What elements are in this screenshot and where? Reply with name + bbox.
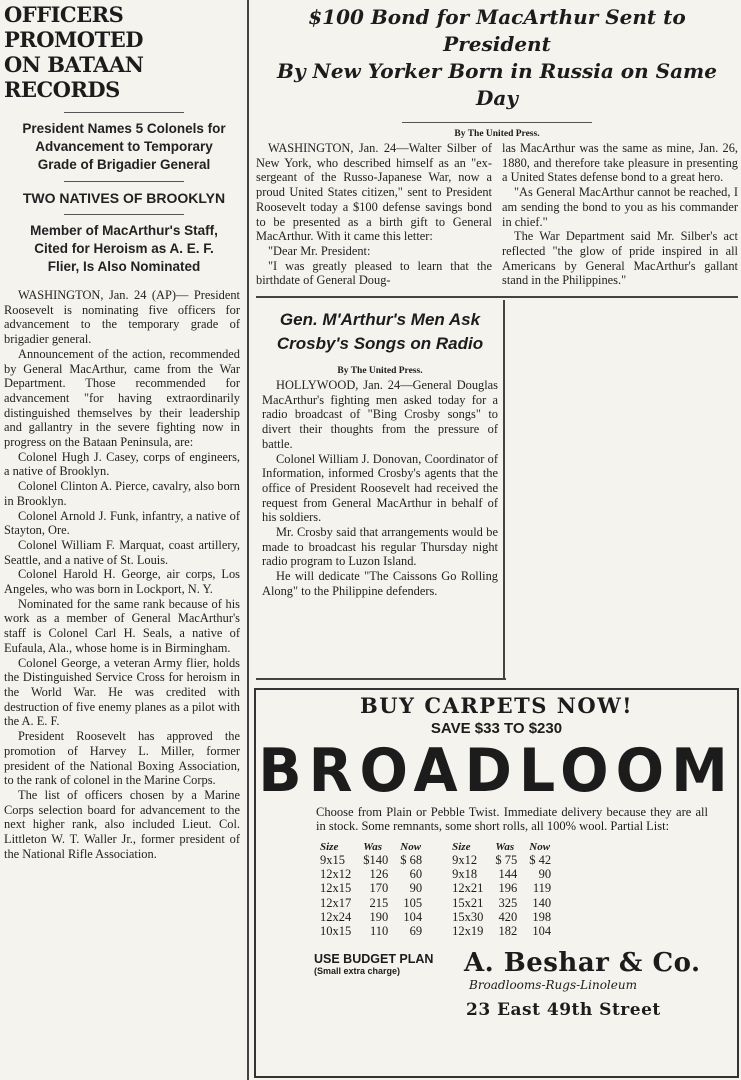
- now-header: Now: [529, 841, 551, 853]
- price-row: [446, 896, 557, 910]
- ad-tagline: BUY CARPETS NOW!: [359, 693, 634, 718]
- size-cell: 9x15: [320, 853, 345, 867]
- officers-paragraph: Announcement of the action, recommended by General MacArthur, came from the War Department. Those recommended for advancement "for having extraordinarily distinguished themselves by their leadership and gallantry in the severe fighting now in progress on the Bataan Peninsula, are:: [4, 346, 240, 450]
- officers-body: [4, 288, 244, 861]
- now-cell: 104: [532, 924, 552, 939]
- was-cell: 126: [369, 867, 389, 882]
- now-cell: 119: [532, 881, 552, 896]
- was-cell: 325: [498, 895, 518, 910]
- budget-plan: USE BUDGET PLAN: [314, 952, 434, 966]
- bond-column-2: [502, 141, 738, 288]
- ad-description: Choose from Plain or Pebble Twist. Immediate delivery because they are all in stock. Some remnants, some short rolls, all 100% wool. Partial List:: [316, 805, 708, 833]
- crosby-body: [262, 378, 498, 599]
- company-name: A. Beshar & Co.: [464, 948, 701, 978]
- bond-paragraph: The War Department said Mr. Silber's act reflected "the glow of pride inspired in all Americans by General MacArthur's gallant stand in the Philippines.": [502, 229, 738, 288]
- column-divider: [247, 0, 249, 1080]
- price-row: [314, 881, 428, 895]
- was-cell: 170: [369, 881, 389, 896]
- size-header: Size: [320, 841, 339, 853]
- size-cell: 15x21: [452, 895, 484, 910]
- price-list: [314, 841, 737, 938]
- deck-divider: [64, 181, 184, 182]
- was-cell: $140: [363, 853, 389, 867]
- bond-headline: $100 Bond for MacArthur Sent to President By New Yorker Born in Russia on Same Day: [277, 5, 717, 110]
- now-header: Now: [400, 841, 422, 853]
- officers-deck-1: President Names 5 Colonels for Advancement to Temporary Grade of Brigadier General: [22, 121, 226, 172]
- now-cell: 198: [532, 909, 552, 924]
- price-table-1: [314, 841, 428, 938]
- price-row: [314, 896, 428, 910]
- crosby-byline: By The United Press.: [337, 366, 423, 376]
- size-cell: 12x17: [320, 895, 352, 910]
- size-cell: 12x24: [320, 909, 352, 924]
- officers-paragraph: Colonel Clinton A. Pierce, cavalry, also born in Brooklyn.: [4, 479, 240, 508]
- now-cell: 104: [403, 909, 423, 924]
- price-row: [446, 924, 557, 938]
- was-cell: 110: [369, 924, 389, 939]
- now-cell: $ 68: [400, 853, 423, 867]
- bond-paragraph: "I was greatly pleased to learn that the birthdate of General Doug-: [256, 258, 492, 288]
- was-cell: 144: [498, 867, 518, 882]
- officers-paragraph: Colonel Hugh J. Casey, corps of engineers, a native of Brooklyn.: [4, 449, 240, 479]
- size-cell: 9x18: [452, 867, 478, 882]
- section-divider: [256, 678, 506, 680]
- was-header: Was: [363, 841, 382, 853]
- price-row: [446, 867, 557, 881]
- size-cell: 12x15: [320, 881, 352, 896]
- ad-title: BROADLOOM: [258, 736, 735, 806]
- now-cell: 140: [532, 895, 552, 910]
- size-cell: 9x12: [452, 853, 478, 867]
- company-address: 23 East 49th Street: [466, 1000, 661, 1020]
- deck-divider: [64, 214, 184, 215]
- officers-paragraph: Colonel George, a veteran Army flier, holds the Distinguished Service Cross for heroism in the World War. He was credited with destruction of five enemy planes as a pilot with the A. E. F.: [4, 655, 240, 729]
- crosby-paragraph: Colonel William J. Donovan, Coordinator of Information, informed Crosby's agents that the office of President Roosevelt had received the request from General MacArthur in behalf of his soldiers.: [262, 451, 498, 525]
- section-divider: [256, 296, 738, 298]
- carpet-advertisement: [254, 688, 739, 1078]
- was-cell: 190: [369, 909, 389, 924]
- size-cell: 15x30: [452, 909, 484, 924]
- bond-body: [256, 141, 738, 288]
- price-row: [446, 910, 557, 924]
- bond-paragraph: las MacArthur was the same as mine, Jan. 26, 1880, and therefore take pleasure in presenting a United States defense bond to a great hero.: [502, 141, 738, 185]
- now-cell: 90: [538, 867, 552, 882]
- officers-paragraph: Colonel Harold H. George, air corps, Los Angeles, who was born in Lockport, N. Y.: [4, 567, 240, 597]
- officers-paragraph: The list of officers chosen by a Marine Corps selection board for advancement to the next higher rank, also included Lieut. Col. Littleton W. T. Waller Jr., former president of the National Rifle Association.: [4, 787, 240, 861]
- officers-paragraph: Colonel Arnold J. Funk, infantry, a native of Stayton, Ore.: [4, 508, 240, 538]
- ad-footer: [314, 948, 734, 1020]
- column-divider: [503, 300, 505, 680]
- size-cell: 12x21: [452, 881, 484, 896]
- price-row: [314, 853, 428, 867]
- size-cell: 12x19: [452, 924, 484, 939]
- bond-paragraph: "As General MacArthur cannot be reached, I am sending the bond to you as his commander in chief.": [502, 185, 738, 229]
- bond-byline: By The United Press.: [454, 129, 540, 139]
- was-cell: 420: [498, 909, 518, 924]
- now-cell: 60: [409, 867, 423, 882]
- size-cell: 12x12: [320, 867, 352, 882]
- bond-column-1: [256, 141, 492, 288]
- was-header: Was: [495, 841, 515, 853]
- company-tagline: Broadlooms-Rugs-Linoleum: [469, 978, 637, 992]
- price-row: [314, 924, 428, 938]
- was-cell: $ 75: [495, 853, 518, 867]
- budget-note: (Small extra charge): [314, 966, 401, 976]
- officers-paragraph: Colonel William F. Marquat, coast artillery, Seattle, and a native of St. Louis.: [4, 537, 240, 567]
- crosby-paragraph: He will dedicate "The Caissons Go Rolling Along" to the Philippine defenders.: [262, 569, 498, 598]
- crosby-paragraph: Mr. Crosby said that arrangements would be made to broadcast his regular Thursday night radio program to Luzon Island.: [262, 525, 498, 569]
- officers-paragraph: WASHINGTON, Jan. 24 (AP)— President Roosevelt is nominating five officers for advancement to the temporary grade of brigadier general.: [4, 288, 240, 347]
- size-cell: 10x15: [320, 924, 352, 939]
- officers-headline: OFFICERS PROMOTED ON BATAAN RECORDS: [4, 2, 144, 102]
- price-row: [314, 867, 428, 881]
- was-cell: 196: [498, 881, 518, 896]
- was-cell: 182: [498, 924, 518, 939]
- bond-paragraph: WASHINGTON, Jan. 24—Walter Silber of New York, who described himself as an "ex-sergeant of the Russo-Japanese War, now a proud United States citizen," sent to President Roosevelt today a $100 defense savings bond to be presented as a birth gift to General MacArthur. With it came this letter:: [256, 141, 492, 244]
- now-cell: 105: [403, 895, 423, 910]
- now-cell: $ 42: [529, 853, 552, 867]
- bond-letter-salutation: "Dear Mr. President:: [268, 243, 371, 258]
- price-table-2: [446, 841, 557, 938]
- crosby-paragraph: HOLLYWOOD, Jan. 24—General Douglas MacArthur's fighting men asked today for a radio broadcast of "Bing Crosby songs" to divert their thoughts from the pressure of battle.: [262, 378, 498, 451]
- officers-paragraph: Nominated for the same rank because of his work as a member of General MacArthur's staff is Colonel Carl H. Seals, a native of Eufaula, Ala., whose home is in Birmingham.: [4, 596, 240, 655]
- price-row: [446, 853, 557, 867]
- bond-article: [256, 4, 738, 298]
- size-header: Size: [452, 841, 471, 853]
- ad-savings: SAVE $33 TO $230: [430, 720, 563, 737]
- officers-article: [4, 0, 244, 1080]
- now-cell: 69: [409, 924, 423, 939]
- officers-deck-3: Member of MacArthur's Staff, Cited for Heroism as A. E. F. Flier, Is Also Nominated: [30, 223, 218, 274]
- officers-deck-2: TWO NATIVES OF BROOKLYN: [22, 190, 226, 206]
- deck-divider: [64, 112, 184, 113]
- now-cell: 90: [409, 881, 423, 896]
- price-row: [314, 910, 428, 924]
- was-cell: 215: [369, 895, 389, 910]
- crosby-article: [262, 300, 498, 599]
- crosby-headline: Gen. M'Arthur's Men Ask Crosby's Songs on Radio: [276, 310, 484, 353]
- price-row: [446, 881, 557, 895]
- officers-paragraph: President Roosevelt has approved the promotion of Harvey L. Miller, former president of the National Boxing Association, to the rank of colonel in the Marine Corps.: [4, 729, 240, 788]
- headline-divider: [402, 122, 592, 123]
